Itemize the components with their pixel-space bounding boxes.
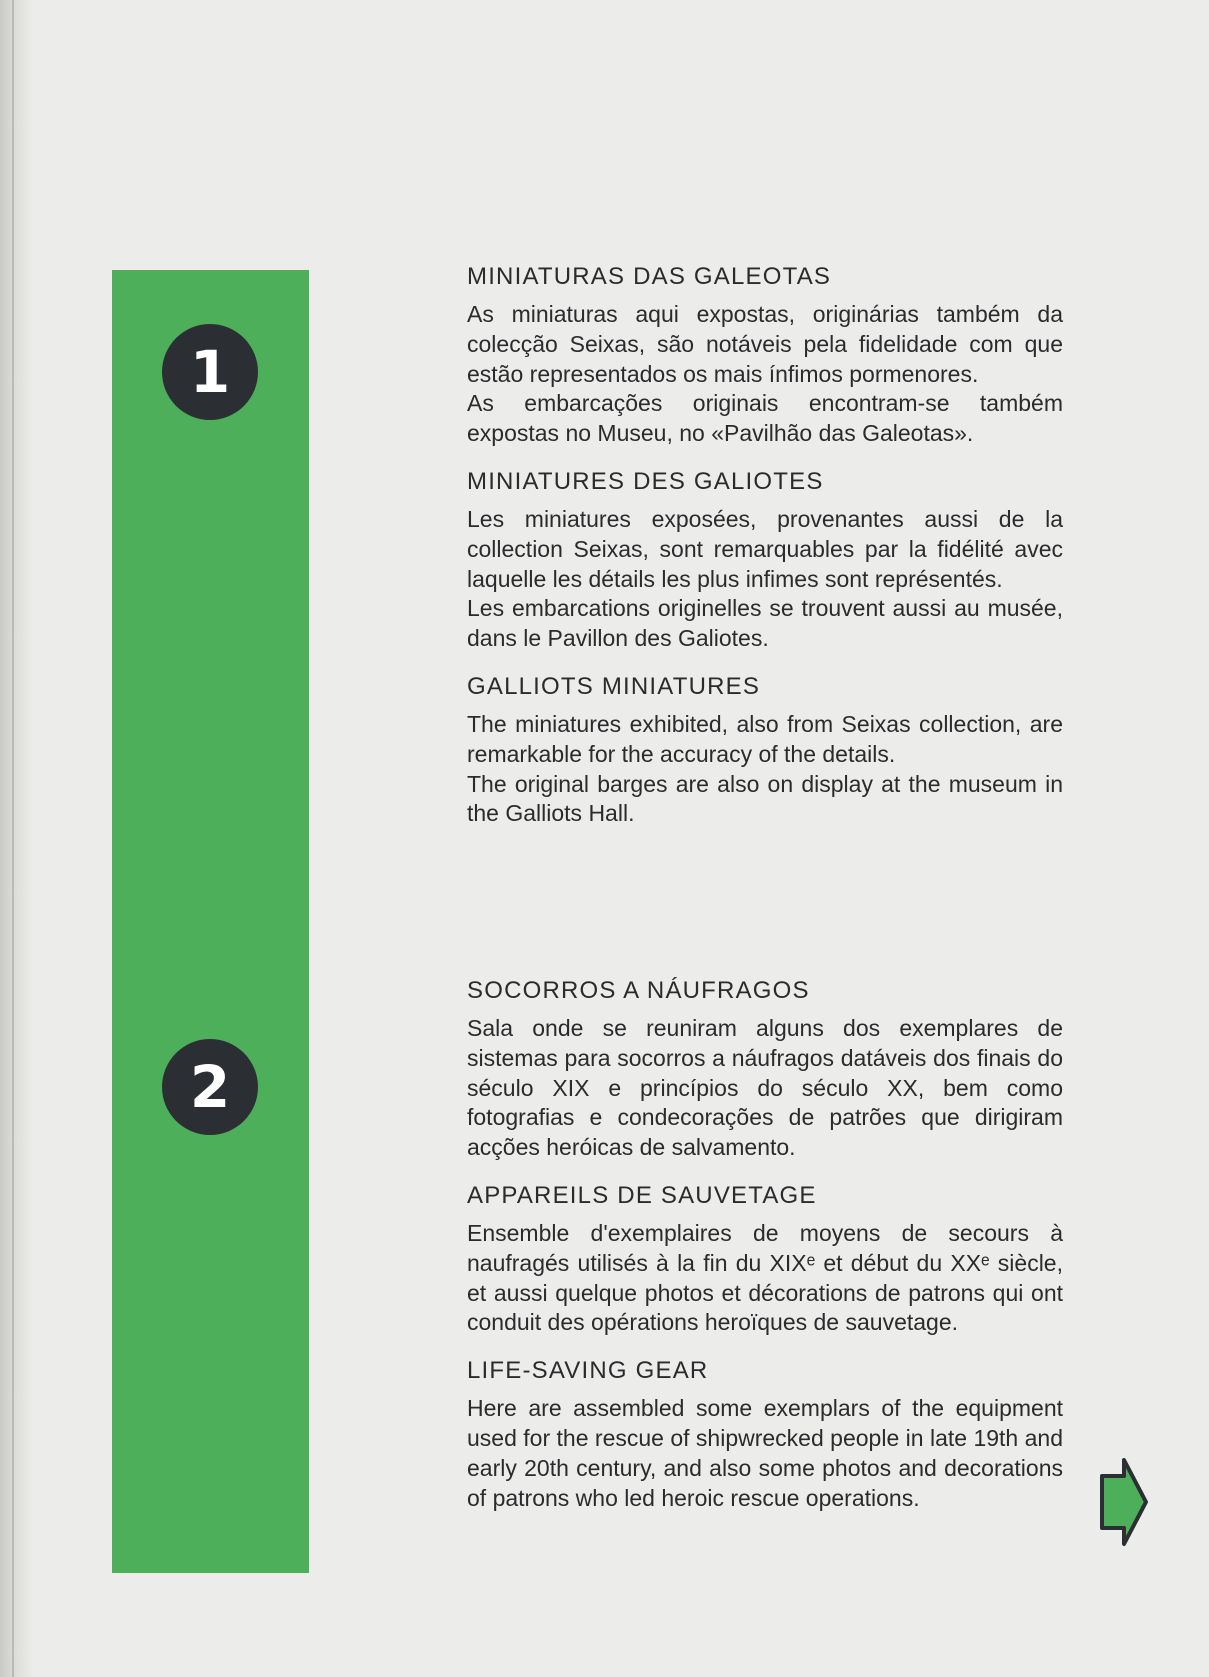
section-number-badge-2: 2: [162, 1039, 258, 1135]
text-block-fr: [467, 1181, 1063, 1338]
green-side-strip: [112, 270, 309, 1573]
text-block-pt: [467, 262, 1063, 449]
heading-life-saving-gear: LIFE-SAVING GEAR: [467, 1357, 709, 1385]
paragraph: As miniaturas aqui expostas, originárias também da colecção Seixas, são notáveis pela fidelidade com que estão representados os mais ínfimos pormenores.: [467, 301, 1063, 387]
paragraph: Sala onde se reuniram alguns dos exemplares de sistemas para socorros a náufragos datáveis dos finais do século XIX e princípios do século XX, bem como fotografias e condecorações de patrões que dirigiram acções heróicas de salvamento.: [467, 1015, 1063, 1161]
page-fold-line: [12, 0, 14, 1677]
heading-appareils-de-sauvetage: APPAREILS DE SAUVETAGE: [467, 1181, 817, 1209]
paragraph: Les embarcations originelles se trouvent aussi au musée, dans le Pavillon des Galiotes.: [467, 595, 1063, 652]
section-number-badge-1: 1: [162, 324, 258, 420]
spacer: [467, 1338, 1063, 1356]
heading-socorros-a-naufragos: SOCORROS A NÁUFRAGOS: [467, 977, 810, 1004]
paragraph: Les miniatures exposées, provenantes aussi de la collection Seixas, sont remarquables par la fidélité avec laquelle les détails les plus infimes sont représentés.: [467, 505, 1063, 592]
paragraph: As embarcações originais encontram-se também expostas no Museu, no «Pavilhão das Galeotas».: [467, 390, 1063, 447]
text-block-en: [467, 1356, 1063, 1513]
paragraph: Ensemble d'exemplaires de moyens de secours à naufragés utilisés à la fin du XIXᵉ et début du XXᵉ siècle, et aussi quelque photos et décorations de patrons qui ont conduit des opérations heroïques de sauvetage.: [467, 1219, 1063, 1336]
arrow-right-icon[interactable]: [1098, 1456, 1150, 1548]
paragraph: The original barges are also on display at the museum in the Galliots Hall.: [467, 770, 1063, 827]
paragraph: Here are assembled some exemplars of the equipment used for the rescue of shipwrecked people in late 19th and early 20th century, and also some photos and decorations of patrons who led heroic rescue operations.: [467, 1395, 1063, 1511]
text-block-pt: [467, 976, 1063, 1163]
text-block-en: [467, 672, 1063, 829]
spacer: [467, 654, 1063, 672]
section-galeotas: [467, 262, 1063, 829]
paragraph: The miniatures exhibited, also from Seixas collection, are remarkable for the accuracy of the details.: [467, 710, 1063, 767]
spacer: [467, 1163, 1063, 1181]
heading-miniaturas-das-galeotas: MINIATURAS DAS GALEOTAS: [467, 263, 832, 290]
heading-miniatures-des-galiotes: MINIATURES DES GALIOTES: [467, 467, 824, 495]
heading-galliots-miniatures: GALLIOTS MINIATURES: [467, 672, 761, 700]
spacer: [467, 449, 1063, 467]
text-block-fr: [467, 467, 1063, 654]
page-binding-edge: [0, 0, 34, 1677]
section-socorros: [467, 976, 1063, 1513]
